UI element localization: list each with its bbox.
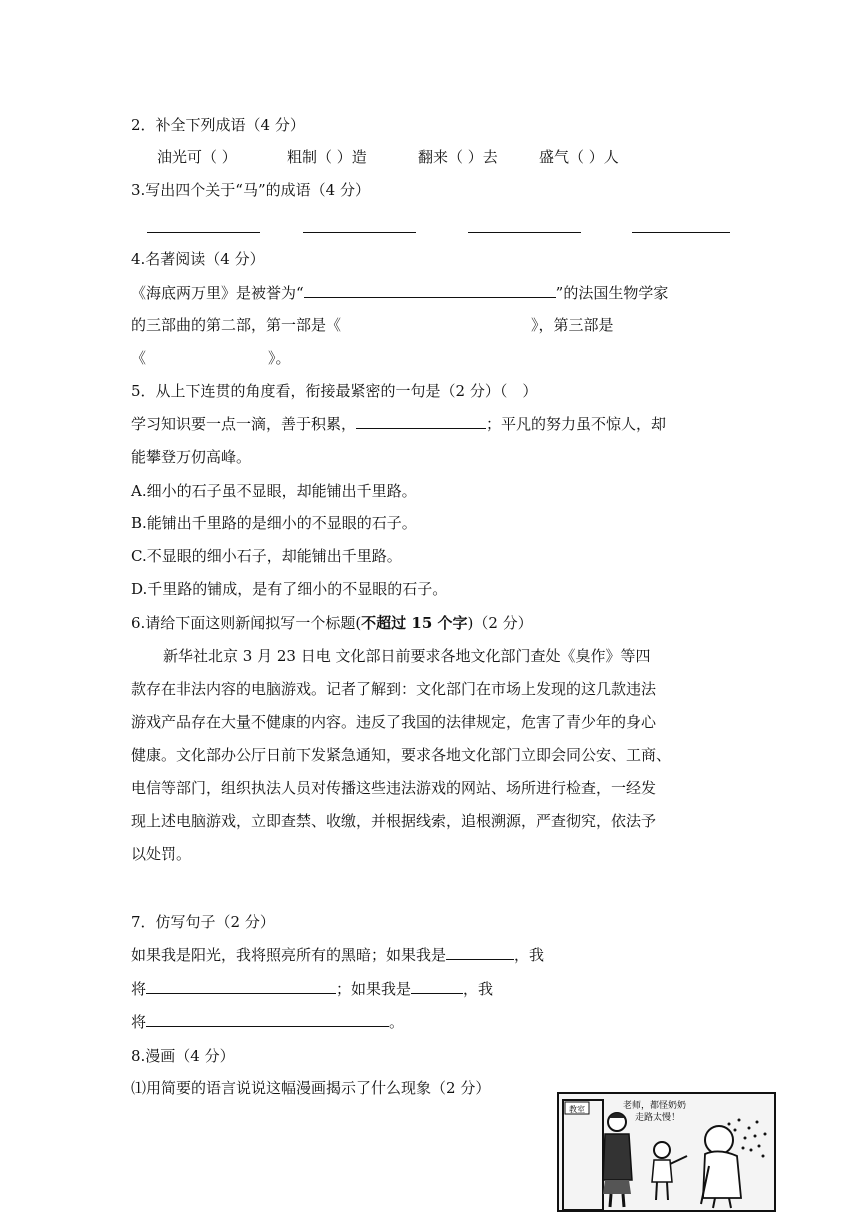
q5-title: 5．从上下连贯的角度看，衔接最紧密的一句是（2 分）（ ）: [131, 382, 538, 400]
q4-line-3: [131, 348, 291, 368]
q7-title: 7．仿写句子（2 分）: [131, 913, 275, 931]
q7-line-3: [131, 1012, 404, 1032]
q6-news-line-2: 款存在非法内容的电脑游戏。记者了解到：文化部门在市场上发现的这几款违法: [131, 680, 657, 698]
q6-news-line-5: 电信等部门，组织执法人员对传播这些违法游戏的网站、场所进行检查，一经发: [131, 779, 657, 797]
q3-answer-line-1[interactable]: [147, 232, 260, 233]
q7-blank-4[interactable]: [146, 1012, 389, 1027]
q4-line-2-text-a: 的三部曲的第二部，第一部是《: [131, 316, 342, 334]
q4-line-2-text-b: 》，第三部是: [531, 316, 614, 334]
q4-line-3-text-b: 》。: [268, 349, 291, 367]
q6-title-text-b: )（2 分）: [467, 614, 533, 632]
q4-line-3-text-a: 《: [131, 349, 147, 367]
cartoon-drawing: [559, 1094, 774, 1210]
q2-idiom-3: 翻来（ ）去: [418, 148, 498, 166]
q4-line-1: [131, 283, 668, 303]
q2-title: 2．补全下列成语（4 分）: [131, 116, 305, 134]
q5-option-c[interactable]: C.不显眼的细小石子，却能铺出千里路。: [131, 547, 402, 565]
q7-line-2: [131, 979, 493, 999]
q6-title: [131, 613, 533, 633]
q8-title: 8.漫画（4 分）: [131, 1047, 235, 1065]
q7-line-1-text-a: 如果我是阳光，我将照亮所有的黑暗；如果我是: [131, 946, 447, 964]
q5-option-a[interactable]: A.细小的石子虽不显眼，却能铺出千里路。: [131, 482, 417, 500]
q2-idiom-2: 粗制（ ）造: [287, 148, 367, 166]
q7-blank-3[interactable]: [411, 979, 463, 994]
q6-title-text-a: 6.请给下面这则新闻拟写一个标题(: [131, 614, 362, 632]
cartoon-sign-text: 教室: [569, 1105, 585, 1114]
q7-blank-1[interactable]: [446, 945, 514, 960]
q5-option-d[interactable]: D.千里路的铺成，是有了细小的不显眼的石子。: [131, 580, 448, 598]
q3-answer-line-4[interactable]: [632, 232, 730, 233]
q5-stem-1-text-a: 学习知识要一点一滴，善于积累，: [131, 415, 357, 433]
cartoon-speech-line-2: 走路太慢！: [635, 1113, 681, 1123]
q6-title-emphasis: 不超过 15 个字: [361, 614, 468, 632]
cartoon-speech-line-1: 老师，都怪奶奶: [623, 1101, 687, 1111]
q6-news-line-7: 以处罚。: [131, 845, 192, 863]
q7-line-3-text-a: 将: [131, 1013, 147, 1031]
q7-line-1-text-b: ，我: [514, 946, 545, 964]
q6-news-line-6: 现上述电脑游戏，立即查禁、收缴，并根据线索，追根溯源，严查彻究，依法予: [131, 812, 657, 830]
q5-stem-1-text-b: ；平凡的努力虽不惊人，却: [486, 415, 667, 433]
q2-idiom-4: 盛气（ ）人: [539, 148, 619, 166]
q6-news-line-3: 游戏产品存在大量不健康的内容。违反了我国的法律规定，危害了青少年的身心: [131, 713, 657, 731]
q7-line-1: [131, 945, 544, 965]
q4-line-1-text-a: 《海底两万里》是被誉为“: [131, 284, 304, 302]
q5-stem-2: 能攀登万仞高峰。: [131, 448, 252, 466]
q3-answer-line-2[interactable]: [303, 232, 416, 233]
q2-idiom-1: 油光可（ ）: [157, 148, 237, 166]
q7-line-3-text-b: 。: [389, 1013, 405, 1031]
q4-blank-1[interactable]: [304, 283, 556, 298]
q5-option-b[interactable]: B.能铺出千里路的是细小的不显眼的石子。: [131, 514, 417, 532]
q3-title: 3.写出四个关于“马”的成语（4 分）: [131, 181, 370, 199]
q3-answer-line-3[interactable]: [468, 232, 581, 233]
q6-news-line-1: 新华社北京 3 月 23 日电 文化部日前要求各地文化部门查处《臭作》等四: [163, 647, 651, 665]
q7-line-2-text-c: ，我: [463, 980, 494, 998]
q6-news-line-4: 健康。文化部办公厅日前下发紧急通知，要求各地文化部门立即会同公安、工商、: [131, 746, 672, 764]
q4-title: 4.名著阅读（4 分）: [131, 250, 265, 268]
q7-line-2-text-a: 将: [131, 980, 147, 998]
q4-line-1-text-b: ”的法国生物学家: [555, 284, 669, 302]
q8-subquestion-1: ⑴用简要的语言说说这幅漫画揭示了什么现象（2 分）: [131, 1079, 491, 1097]
q7-blank-2[interactable]: [146, 979, 336, 994]
q7-line-2-text-b: ；如果我是: [336, 980, 412, 998]
q5-stem-1: [131, 414, 666, 434]
cartoon-image: [557, 1092, 776, 1212]
q5-blank[interactable]: [356, 414, 486, 429]
q4-line-2: [131, 315, 614, 335]
